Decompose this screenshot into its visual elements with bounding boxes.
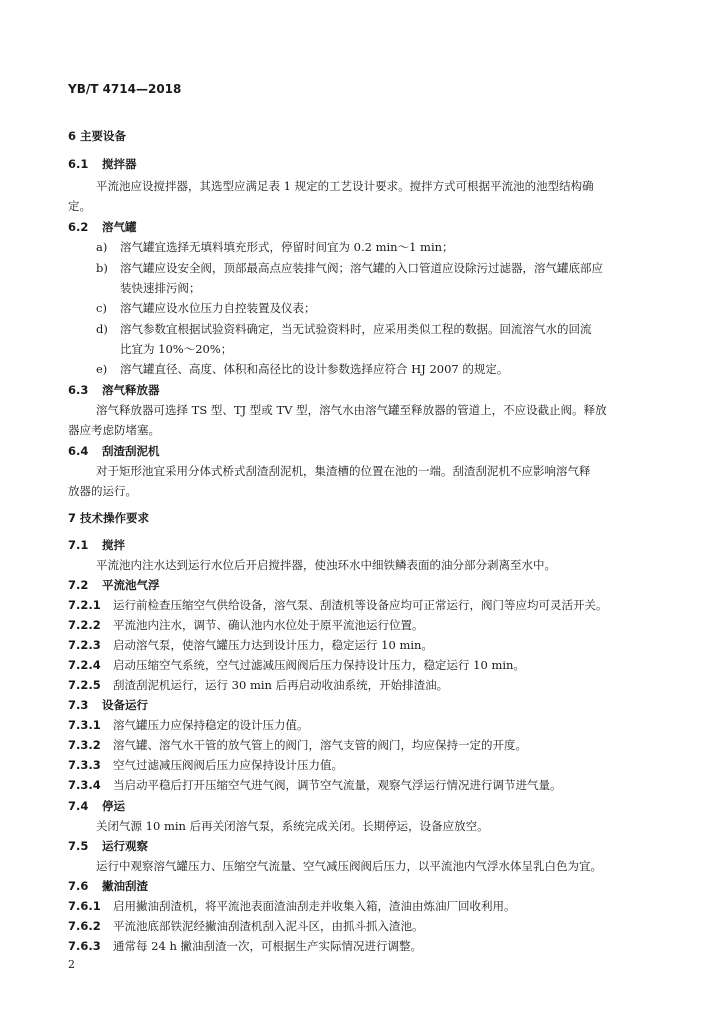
section-number: 7.1 [68,538,89,552]
clause-text: 启动压缩空气系统，空气过滤减压阀阀后压力保持设计压力，稳定运行 10 min。 [113,658,525,672]
section-number: 6.2 [68,220,89,234]
section-title: 溶气罐 [102,220,137,234]
section-6-2-heading [68,219,137,235]
section-title: 停运 [102,799,125,813]
list-item-label: b) [96,261,108,275]
section-title: 搅拌器 [102,157,137,171]
clause-text: 刮渣刮泥机运行，运行 30 min 后再启动收油系统，开始排渣油。 [113,678,449,692]
paragraph-line: 平流池内注水达到运行水位后开启搅拌器，使浊环水中细铁鳞表面的油分部分剥离至水中。 [96,558,556,572]
section-number: 7.2 [68,578,89,592]
list-item-label: e) [96,362,108,376]
clause-number: 7.2.2 [68,618,101,632]
clause-7-2-3 [68,637,433,653]
section-6-3-heading [68,382,160,398]
section-title: 撇油刮渣 [102,879,148,893]
section-title: 设备运行 [102,698,148,712]
clause-text: 启用撇油刮渣机，将平流池表面渣油刮走并收集入箱，渣油由炼油厂回收利用。 [113,899,516,913]
clause-number: 7.3.4 [68,778,101,792]
section-number: 6.4 [68,444,89,458]
section-title: 刮渣刮泥机 [102,444,160,458]
list-item-text: 比宜为 10%～20%； [120,342,233,356]
section-number: 6.3 [68,383,89,397]
clause-7-3-2 [68,737,527,753]
clause-7-2-4 [68,657,525,673]
list-item-label: d) [96,322,108,336]
clause-text: 启动溶气泵，使溶气罐压力达到设计压力，稳定运行 10 min。 [113,638,433,652]
section-6-1-heading [68,156,137,172]
section-number: 6.1 [68,157,89,171]
list-item-text: 装快速排污阀； [120,281,201,295]
clause-text: 通常每 24 h 撇油刮渣一次，可根据生产实际情况进行调整。 [113,939,423,953]
clause-7-3-3 [68,757,343,773]
clause-number: 7.3.1 [68,718,101,732]
section-7-3-heading [68,697,148,713]
clause-text: 溶气罐压力应保持稳定的设计压力值。 [113,718,309,732]
list-item-text: 溶气罐应设安全阀，顶部最高点应装排气阀；溶气罐的入口管道应设除污过滤器，溶气罐底部应 [120,261,603,275]
clause-text: 当启动平稳后打开压缩空气进气阀，调节空气流量，观察气浮运行情况进行调节进气量。 [113,778,562,792]
list-item-text: 溶气罐应设水位压力自控装置及仪表； [120,301,316,315]
clause-number: 7.3.2 [68,738,101,752]
section-7-2-heading [68,577,160,593]
paragraph-line: 定。 [68,199,91,213]
paragraph-line: 对于矩形池宜采用分体式桥式刮渣刮泥机，集渣槽的位置在池的一端。刮渣刮泥机不应影响溶气释 [96,464,591,478]
list-item-text: 溶气罐宜选择无填料填充形式，停留时间宜为 0.2 min～1 min； [120,240,454,254]
clause-number: 7.2.3 [68,638,101,652]
paragraph-line: 关闭气源 10 min 后再关闭溶气泵，系统完成关闭。长期停运，设备应放空。 [96,819,489,833]
clause-text: 平流池内注水，调节、确认池内水位处于原平流池运行位置。 [113,618,424,632]
page-number: 2 [68,958,75,971]
clause-number: 7.6.3 [68,939,101,953]
clause-7-6-1 [68,898,516,914]
list-item-label: a) [96,240,108,254]
section-number: 7.3 [68,698,89,712]
clause-number: 7.3.3 [68,758,101,772]
section-title: 平流池气浮 [102,578,160,592]
clause-number: 7.2.4 [68,658,101,672]
document-header: YB/T 4714—2018 [68,82,182,96]
section-number: 7.5 [68,839,89,853]
clause-text: 平流池底部铁泥经撇油刮渣机刮入泥斗区，由抓斗抓入渣池。 [113,919,424,933]
section-6-4-heading [68,443,160,459]
section-7-5-heading [68,838,148,854]
clause-number: 7.6.1 [68,899,101,913]
section-number: 7.4 [68,799,89,813]
section-7-6-heading [68,878,148,894]
clause-7-2-5 [68,677,448,693]
paragraph-line: 运行中观察溶气罐压力、压缩空气流量、空气减压阀阀后压力，以平流池内气浮水体呈乳白色为宜。 [96,859,602,873]
section-title: 溶气释放器 [102,383,160,397]
clause-number: 7.2.1 [68,598,101,612]
paragraph-line: 溶气释放器可选择 TS 型、TJ 型或 TV 型，溶气水由溶气罐至释放器的管道上，不应设截止阀。释放 [96,403,607,417]
clause-7-2-1 [68,597,608,613]
clause-number: 7.6.2 [68,919,101,933]
section-7-title: 7 技术操作要求 [68,511,150,525]
section-7-1-heading [68,537,125,553]
section-7-4-heading [68,798,125,814]
clause-7-3-4 [68,777,562,793]
clause-text: 溶气罐、溶气水干管的放气管上的阀门，溶气支管的阀门，均应保持一定的开度。 [113,738,527,752]
section-title: 搅拌 [102,538,125,552]
clause-text: 运行前检查压缩空气供给设备，溶气泵、刮渣机等设备应均可正常运行，阀门等应均可灵活开关。 [113,598,608,612]
section-6-title: 6 主要设备 [68,129,127,143]
section-number: 7.6 [68,879,89,893]
paragraph-line: 平流池应设搅拌器，其选型应满足表 1 规定的工艺设计要求。搅拌方式可根据平流池的池型结构确 [96,179,594,193]
clause-number: 7.2.5 [68,678,101,692]
clause-7-3-1 [68,717,309,733]
list-item-label: c) [96,301,107,315]
clause-7-6-2 [68,918,424,934]
paragraph-line: 放器的运行。 [68,484,137,498]
list-item-text: 溶气罐直径、高度、体积和高径比的设计参数选择应符合 HJ 2007 的规定。 [120,362,509,376]
paragraph-line: 器应考虑防堵塞。 [68,423,160,437]
clause-7-6-3 [68,938,422,954]
section-title: 运行观察 [102,839,148,853]
clause-text: 空气过滤减压阀阀后压力应保持设计压力值。 [113,758,343,772]
list-item-text: 溶气参数宜根据试验资料确定，当无试验资料时，应采用类似工程的数据。回流溶气水的回流 [120,322,592,336]
clause-7-2-2 [68,617,424,633]
